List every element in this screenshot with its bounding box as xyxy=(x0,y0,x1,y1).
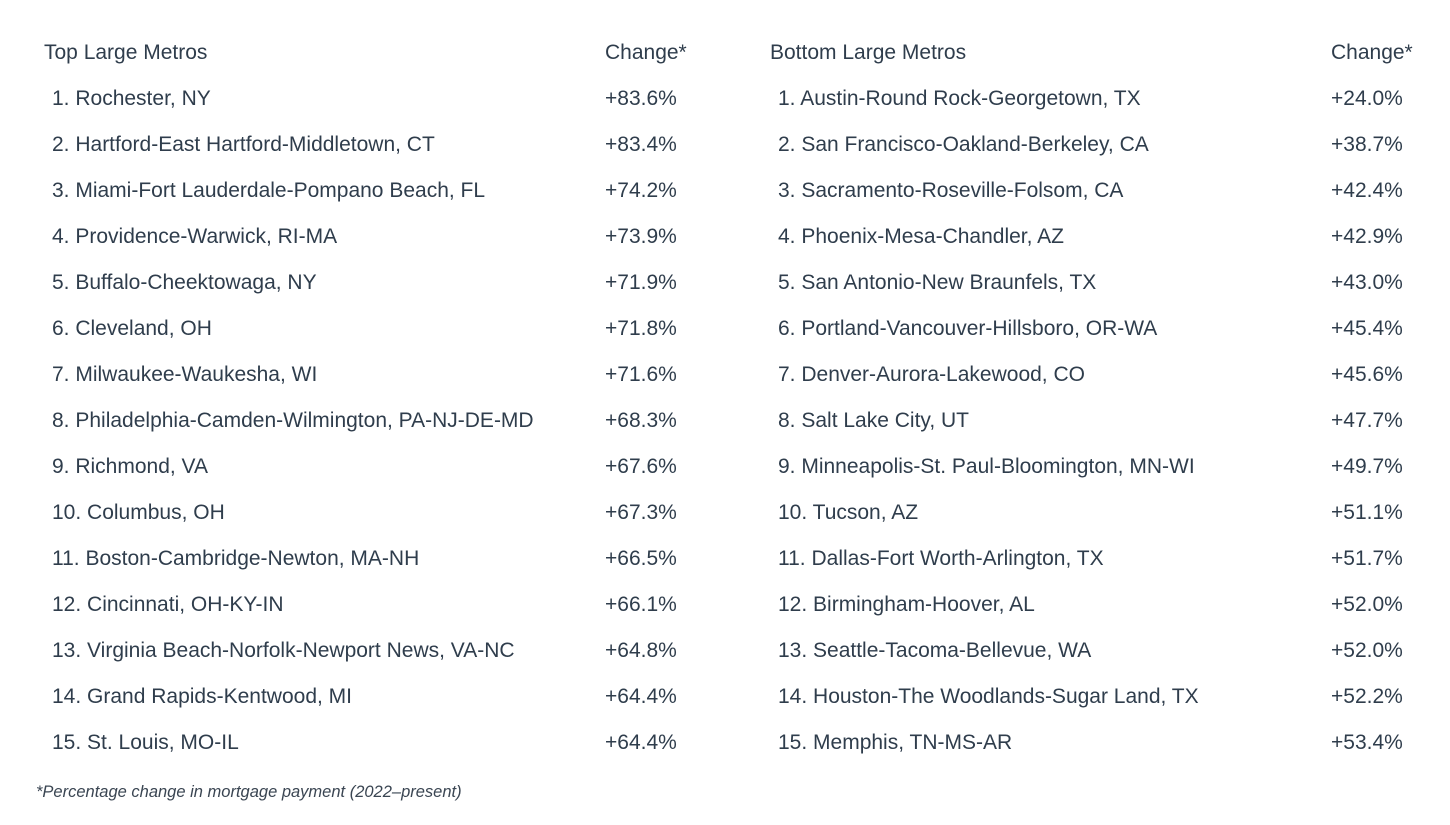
metro-name: 5. San Antonio-New Braunfels, TX xyxy=(778,271,1097,294)
change-value: +38.7% xyxy=(1331,133,1403,156)
metro-name: 5. Buffalo-Cheektowaga, NY xyxy=(52,271,317,294)
metro-name: 7. Milwaukee-Waukesha, WI xyxy=(52,363,318,386)
bottom-large-metros-table xyxy=(762,30,1426,766)
metro-name: 9. Minneapolis-St. Paul-Bloomington, MN-WI xyxy=(778,455,1195,478)
change-value: +66.1% xyxy=(605,593,677,616)
metro-name: 7. Denver-Aurora-Lakewood, CO xyxy=(778,363,1085,386)
metro-name: 3. Miami-Fort Lauderdale-Pompano Beach, FL xyxy=(52,179,486,202)
table-row xyxy=(36,444,726,490)
change-value: +67.6% xyxy=(605,455,677,478)
table-row xyxy=(36,398,726,444)
metro-name: 3. Sacramento-Roseville-Folsom, CA xyxy=(778,179,1124,202)
table-row xyxy=(762,214,1426,260)
change-value: +71.8% xyxy=(605,317,677,340)
table-row xyxy=(762,536,1426,582)
change-value: +73.9% xyxy=(605,225,677,248)
change-value: +52.0% xyxy=(1331,593,1403,616)
table-row xyxy=(36,306,726,352)
change-value: +24.0% xyxy=(1331,87,1403,110)
table-row xyxy=(36,490,726,536)
change-value: +64.4% xyxy=(605,685,677,708)
change-value: +43.0% xyxy=(1331,271,1403,294)
metro-name: 1. Rochester, NY xyxy=(52,87,211,110)
metro-name: 12. Cincinnati, OH-KY-IN xyxy=(52,593,284,616)
change-value: +71.9% xyxy=(605,271,677,294)
column-header-metro: Bottom Large Metros xyxy=(770,41,967,64)
table-header-row xyxy=(36,30,726,76)
table-row xyxy=(762,720,1426,766)
change-value: +42.9% xyxy=(1331,225,1403,248)
change-value: +83.6% xyxy=(605,87,677,110)
table-row xyxy=(36,720,726,766)
change-value: +53.4% xyxy=(1331,731,1403,754)
metro-name: 13. Seattle-Tacoma-Bellevue, WA xyxy=(778,639,1092,662)
table-row xyxy=(36,628,726,674)
metro-name: 15. St. Louis, MO-IL xyxy=(52,731,239,754)
top-large-metros-table xyxy=(36,30,726,766)
change-value: +66.5% xyxy=(605,547,677,570)
table-row xyxy=(36,674,726,720)
change-value: +47.7% xyxy=(1331,409,1403,432)
table-row xyxy=(36,122,726,168)
table-row xyxy=(762,628,1426,674)
metro-name: 14. Houston-The Woodlands-Sugar Land, TX xyxy=(778,685,1199,708)
change-value: +71.6% xyxy=(605,363,677,386)
change-value: +51.1% xyxy=(1331,501,1403,524)
table-row xyxy=(36,168,726,214)
metro-name: 11. Boston-Cambridge-Newton, MA-NH xyxy=(52,547,420,570)
table-row xyxy=(36,260,726,306)
metro-name: 4. Providence-Warwick, RI-MA xyxy=(52,225,338,248)
metro-name: 12. Birmingham-Hoover, AL xyxy=(778,593,1035,616)
table-row xyxy=(762,168,1426,214)
metro-name: 1. Austin-Round Rock-Georgetown, TX xyxy=(778,87,1141,110)
table-body xyxy=(36,76,726,766)
table-body xyxy=(762,76,1426,766)
metro-name: 6. Cleveland, OH xyxy=(52,317,212,340)
column-header-change: Change* xyxy=(1331,41,1413,64)
metro-name: 8. Philadelphia-Camden-Wilmington, PA-NJ-DE-MD xyxy=(52,409,534,432)
table-row xyxy=(762,444,1426,490)
table-row xyxy=(36,582,726,628)
metro-name: 9. Richmond, VA xyxy=(52,455,209,478)
table-row xyxy=(762,398,1426,444)
change-value: +52.2% xyxy=(1331,685,1403,708)
table-row xyxy=(36,536,726,582)
table-row xyxy=(36,214,726,260)
table-row xyxy=(762,122,1426,168)
table-row xyxy=(762,260,1426,306)
metro-name: 13. Virginia Beach-Norfolk-Newport News, VA-NC xyxy=(52,639,515,662)
metro-name: 8. Salt Lake City, UT xyxy=(778,409,970,432)
metro-name: 15. Memphis, TN-MS-AR xyxy=(778,731,1013,754)
change-value: +52.0% xyxy=(1331,639,1403,662)
column-header-change: Change* xyxy=(605,41,687,64)
change-value: +64.4% xyxy=(605,731,677,754)
table-row xyxy=(762,76,1426,122)
metro-name: 2. Hartford-East Hartford-Middletown, CT xyxy=(52,133,435,156)
metro-name: 2. San Francisco-Oakland-Berkeley, CA xyxy=(778,133,1149,156)
footnote: *Percentage change in mortgage payment (2022–present) xyxy=(36,783,462,801)
table-header-row xyxy=(762,30,1426,76)
change-value: +68.3% xyxy=(605,409,677,432)
metro-name: 14. Grand Rapids-Kentwood, MI xyxy=(52,685,352,708)
metro-name: 10. Columbus, OH xyxy=(52,501,225,524)
table-row xyxy=(36,76,726,122)
table-row xyxy=(762,674,1426,720)
metro-name: 4. Phoenix-Mesa-Chandler, AZ xyxy=(778,225,1064,248)
table-row xyxy=(36,352,726,398)
table-row xyxy=(762,582,1426,628)
metro-name: 6. Portland-Vancouver-Hillsboro, OR-WA xyxy=(778,317,1158,340)
metro-name: 10. Tucson, AZ xyxy=(778,501,919,524)
change-value: +64.8% xyxy=(605,639,677,662)
change-value: +74.2% xyxy=(605,179,677,202)
change-value: +49.7% xyxy=(1331,455,1403,478)
change-value: +45.4% xyxy=(1331,317,1403,340)
table-row xyxy=(762,352,1426,398)
table-row xyxy=(762,306,1426,352)
change-value: +42.4% xyxy=(1331,179,1403,202)
change-value: +83.4% xyxy=(605,133,677,156)
change-value: +51.7% xyxy=(1331,547,1403,570)
change-value: +67.3% xyxy=(605,501,677,524)
table-row xyxy=(762,490,1426,536)
column-header-metro: Top Large Metros xyxy=(44,41,208,64)
change-value: +45.6% xyxy=(1331,363,1403,386)
metro-name: 11. Dallas-Fort Worth-Arlington, TX xyxy=(778,547,1104,570)
